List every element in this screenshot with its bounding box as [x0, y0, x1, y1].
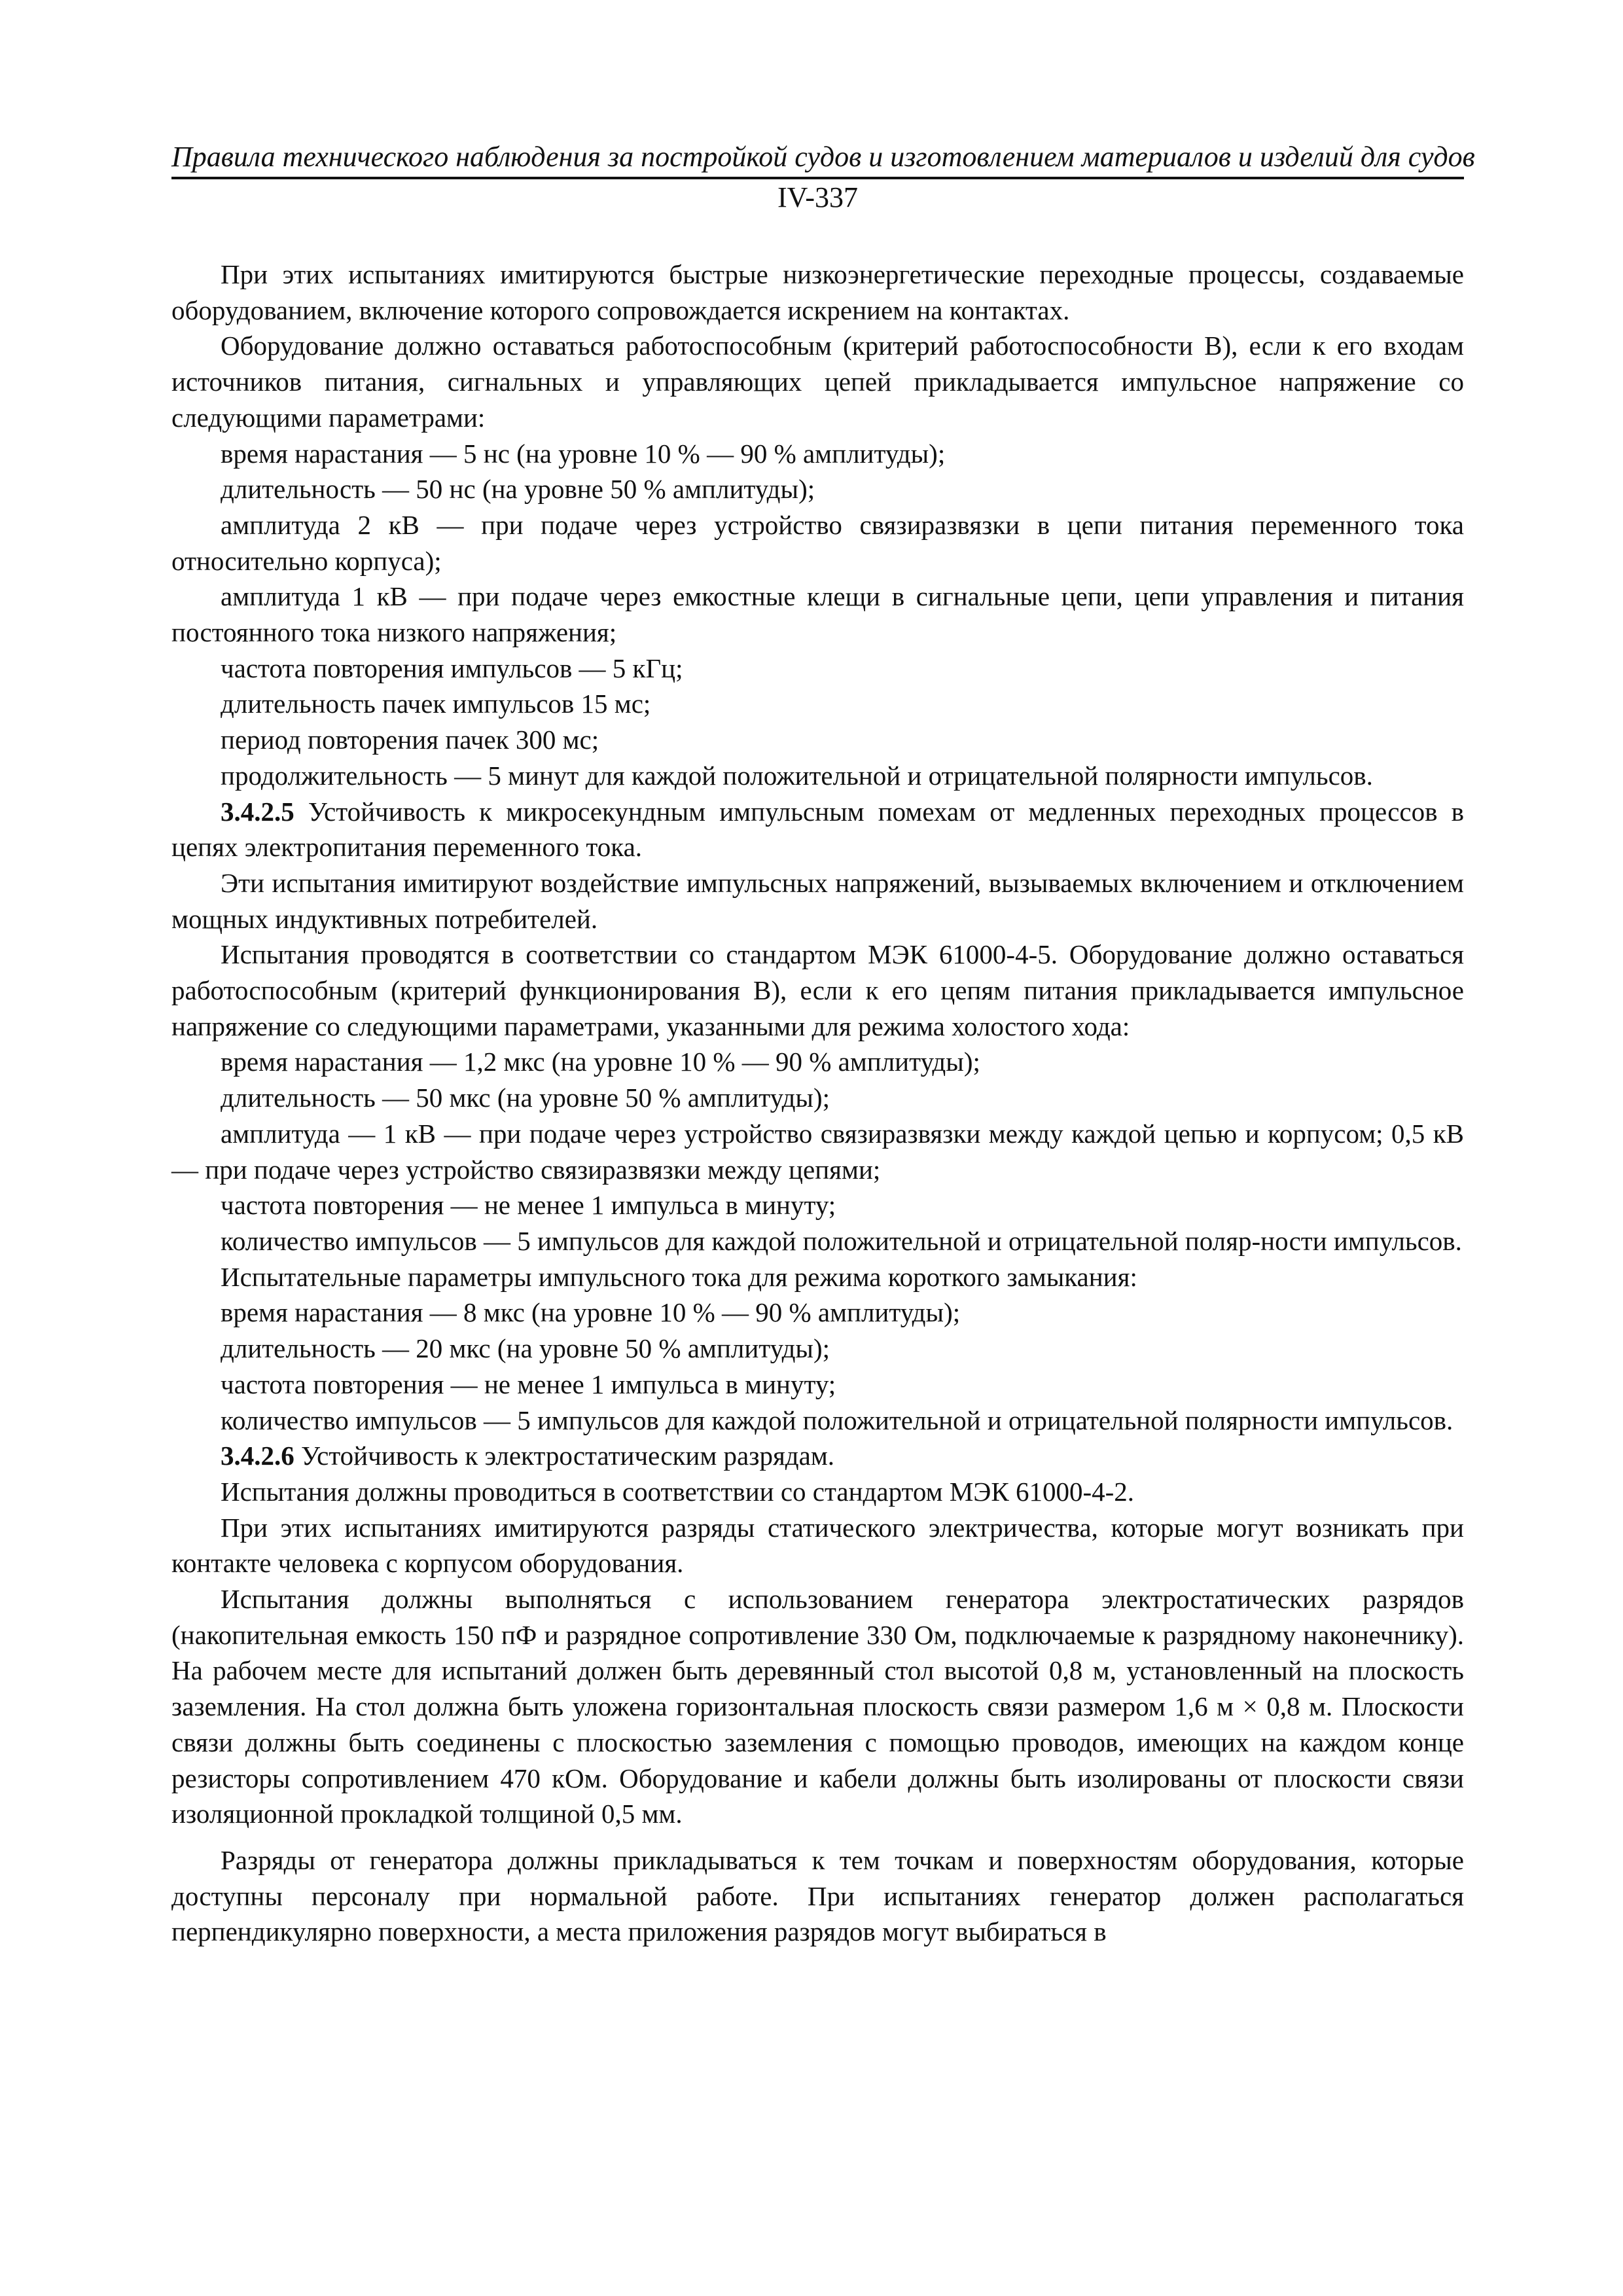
list-item: длительность пачек импульсов 15 мс;: [221, 689, 651, 719]
paragraph: Испытания проводятся в соответствии со стандартом МЭК 61000-4-5. Оборудование должно оставаться работоспособным (критерий функционирования В), если к его цепям питания прикладывается импульсное напряжение со следующими параметрами, указанными для режима холостого хода:: [171, 939, 1464, 1041]
section-number: 3.4.2.5: [221, 796, 294, 827]
list-item: время нарастания — 5 нс (на уровне 10 % — 90 % амплитуды);: [221, 438, 946, 469]
paragraph: При этих испытаниях имитируются быстрые низкоэнергетические переходные процессы, создаваемые оборудованием, включение которого сопровождается искрением на контактах.: [171, 259, 1464, 325]
list-item: частота повторения — не менее 1 импульса в минуту;: [221, 1190, 836, 1221]
paragraph: Эти испытания имитируют воздействие импульсных напряжений, вызываемых включением и отключением мощных индуктивных потребителей.: [171, 867, 1464, 934]
paragraph: Испытания должны выполняться с использованием генератора электростатических разрядов (накопительная емкость 150 пФ и разрядное сопротивление 330 Ом, подключаемые к разрядному наконечнику). На рабочем месте для испытаний должен быть деревянный стол высотой 0,8 м, установленный на плоскость заземления. На стол должна быть уложена горизонтальная плоскость связи размером 1,6 м × 0,8 м. Плоскости связи должны быть соединены с плоскостью заземления с помощью проводов, имеющих на каждом конце резисторы сопротивлением 470 кОм. Оборудование и кабели должны быть изолированы от плоскости связи изоляционной прокладкой толщиной 0,5 мм.: [171, 1584, 1464, 1829]
list-item: длительность — 20 мкс (на уровне 50 % амплитуды);: [221, 1333, 830, 1364]
list-item: длительность — 50 нс (на уровне 50 % амплитуды);: [221, 474, 815, 505]
section-paragraph: 3.4.2.6 Устойчивость к электростатическим разрядам.: [221, 1441, 835, 1471]
list-item: частота повторения — не менее 1 импульса в минуту;: [221, 1369, 836, 1399]
list-item: амплитуда 2 кВ — при подаче через устройство связиразвязки в цепи питания переменного тока относительно корпуса);: [171, 509, 1464, 576]
page-number: IV-337: [777, 181, 859, 213]
section-number: 3.4.2.6: [221, 1441, 294, 1471]
list-item: время нарастания — 8 мкс (на уровне 10 % — 90 % амплитуды);: [221, 1297, 961, 1328]
list-item: количество импульсов — 5 импульсов для каждой положительной и отрицательной полярности импульсов.: [221, 1405, 1454, 1435]
paragraph: Оборудование должно оставаться работоспособным (критерий работоспособности В), если к его входам источников питания, сигнальных и управляющих цепей прикладывается импульсное напряжение со следующими параметрами:: [171, 331, 1464, 433]
list-item: количество импульсов — 5 импульсов для каждой положительной и отрицательной поляр-ности импульсов.: [221, 1225, 1462, 1256]
list-item: амплитуда — 1 кВ — при подаче через устройство связиразвязки между каждой цепью и корпусом; 0,5 кВ — при подаче через устройство связиразвязки между цепями;: [171, 1118, 1464, 1185]
paragraph: Разряды от генератора должны прикладываться к тем точкам и поверхностям оборудования, которые доступны персоналу при нормальной работе. При испытаниях генератор должен располагаться перпендикулярно поверхности, а места приложения разрядов могут выбираться в: [171, 1844, 1464, 1947]
list-item: частота повторения импульсов — 5 кГц;: [221, 653, 683, 683]
list-item: время нарастания — 1,2 мкс (на уровне 10 % — 90 % амплитуды);: [221, 1047, 980, 1077]
paragraph: Испытательные параметры импульсного тока для режима короткого замыкания:: [221, 1261, 1137, 1292]
list-item: длительность — 50 мкс (на уровне 50 % амплитуды);: [221, 1083, 830, 1113]
document-body: [171, 257, 1464, 1950]
list-item: период повторения пачек 300 мс;: [221, 725, 599, 755]
list-item: продолжительность — 5 минут для каждой положительной и отрицательной полярности импульсов.: [221, 760, 1373, 791]
section-paragraph: 3.4.2.5 Устойчивость к микросекундным импульсным помехам от медленных переходных процессов в цепях электропитания переменного тока.: [171, 796, 1464, 863]
paragraph: Испытания должны проводиться в соответствии со стандартом МЭК 61000-4-2.: [221, 1476, 1135, 1507]
paragraph: При этих испытаниях имитируются разряды статического электричества, которые могут возникать при контакте человека с корпусом оборудования.: [171, 1512, 1464, 1579]
running-header: Правила технического наблюдения за постройкой судов и изготовлением материалов и изделий для судов: [171, 139, 1464, 179]
list-item: амплитуда 1 кВ — при подаче через емкостные клещи в сигнальные цепи, цепи управления и питания постоянного тока низкого напряжения;: [171, 581, 1464, 648]
